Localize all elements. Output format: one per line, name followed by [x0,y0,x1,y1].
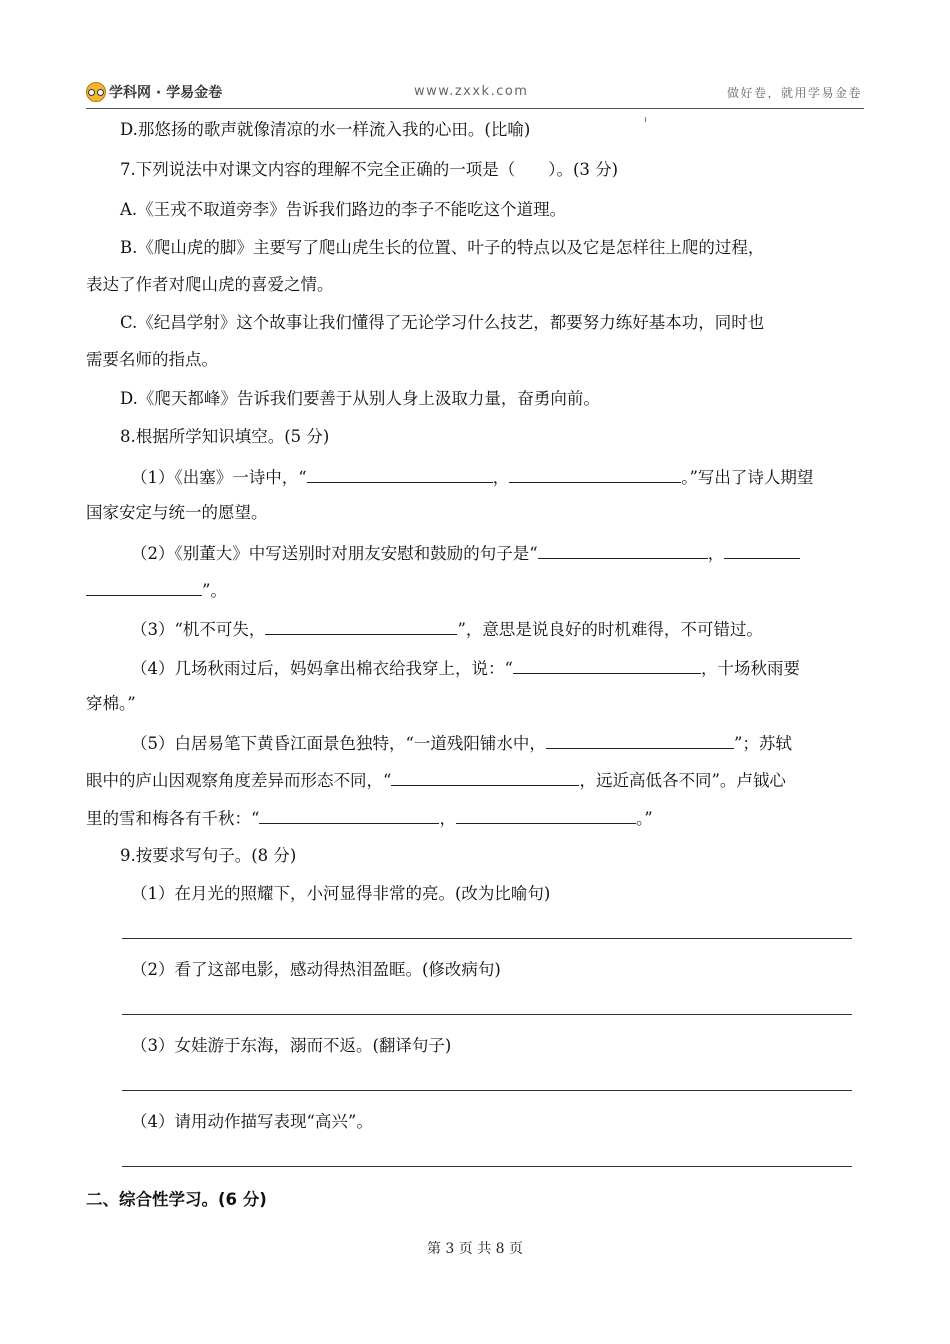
fill-blank[interactable] [724,540,800,559]
q8-4-line2: 穿棉。” [86,694,136,713]
fill-blank[interactable] [265,616,457,635]
answer-line[interactable] [122,1090,852,1091]
q7-option-c-line2: 需要名师的指点。 [86,350,218,369]
q8-5-text-d: ，远近高低各不同”。卢钺心 [579,771,786,790]
fill-blank[interactable] [538,540,708,559]
q8-2-text-b: ， [707,544,725,563]
fill-blank[interactable] [391,767,579,786]
q8-1-line2: 国家安定与统一的愿望。 [86,503,268,522]
fill-blank[interactable] [259,805,439,824]
q9-3: （3）女娃游于东海，溺而不返。(翻译句子) [131,1036,452,1055]
q7-stem: 7.下列说法中对课文内容的理解不完全正确的一项是（ ）。(3 分) [120,160,619,179]
logo [86,82,222,102]
answer-line[interactable] [122,1166,852,1167]
q8-2-text-c: ”。 [202,581,227,600]
q8-4-line1 [131,655,866,681]
q8-5-text-a: （5）白居易笔下黄昏江面景色独特，“一道残阳铺水中， [131,734,546,753]
q8-1-text-b: ， [492,468,510,487]
header-slogan: 做好卷，就用学易金卷 [726,86,862,100]
q8-3-text-a: （3）“机不可失， [131,620,266,639]
section-2-heading: 二、综合性学习。(6 分) [86,1190,267,1209]
q8-5-text-b: ”；苏轼 [733,734,792,753]
page-footer: 第 3 页 共 8 页 [426,1241,524,1257]
q6-option-d: D.那悠扬的歌声就像清凉的水一样流入我的心田。(比喻) [120,120,531,139]
q9-2: （2）看了这部电影，感动得热泪盈眶。(修改病句) [131,960,501,979]
fill-blank[interactable] [509,464,681,483]
fill-blank[interactable] [307,464,493,483]
q8-1-line1 [131,464,866,490]
q8-4-text-a: （4）几场秋雨过后，妈妈拿出棉衣给我穿上，说：“ [131,659,513,678]
q8-2-line2 [86,577,866,603]
fill-blank[interactable] [546,730,734,749]
q8-5-text-c: 眼中的庐山因观察角度差异而形态不同，“ [86,771,392,790]
q8-3-line [131,616,866,642]
q8-1-text-a: （1）《出塞》一诗中，“ [131,468,307,487]
logo-text: 学科网 · 学易金卷 [109,85,223,101]
q8-5-text-e: 里的雪和梅各有千秋：“ [86,809,260,828]
q7-option-b-line2: 表达了作者对爬山虎的喜爱之情。 [86,275,334,294]
q7-option-a: A.《王戎不取道旁李》告诉我们路边的李子不能吃这个道理。 [120,200,567,219]
site-url: www.zxxk.com [414,84,529,99]
q8-stem: 8.根据所学知识填空。(5 分) [120,427,330,446]
q8-1-text-c: 。”写出了诗人期望 [681,468,814,487]
q7-option-d: D.《爬天都峰》告诉我们要善于从别人身上汲取力量，奋勇向前。 [120,389,600,408]
q8-4-text-b: ，十场秋雨要 [700,659,800,678]
q8-3-text-b: ”，意思是说良好的时机难得，不可错过。 [457,620,763,639]
q8-5-line3 [86,805,866,831]
q9-4: （4）请用动作描写表现“高兴”。 [131,1112,373,1131]
q8-5-text-g: 。” [635,809,653,828]
fill-blank[interactable] [513,655,701,674]
q9-1: （1）在月光的照耀下，小河显得非常的亮。(改为比喻句) [131,884,551,903]
q8-2-text-a: （2）《别董大》中写送别时对朋友安慰和鼓励的句子是“ [131,544,538,563]
page-header [86,78,864,109]
q8-5-text-f: ， [439,809,456,828]
q8-2-line1 [131,540,866,566]
answer-line[interactable] [122,938,852,939]
fill-blank[interactable] [86,577,202,596]
fill-blank[interactable] [456,805,636,824]
q8-5-line1 [131,730,866,756]
q9-stem: 9.按要求写句子。(8 分) [120,846,297,865]
answer-line[interactable] [122,1014,852,1015]
q7-option-b-line1: B.《爬山虎的脚》主要写了爬山虎生长的位置、叶子的特点以及它是怎样往上爬的过程， [120,238,765,257]
q8-5-line2 [86,767,866,793]
owl-logo-icon [86,82,106,102]
q7-option-c-line1: C.《纪昌学射》这个故事让我们懂得了无论学习什么技艺，都要努力练好基本功，同时也 [120,313,765,332]
